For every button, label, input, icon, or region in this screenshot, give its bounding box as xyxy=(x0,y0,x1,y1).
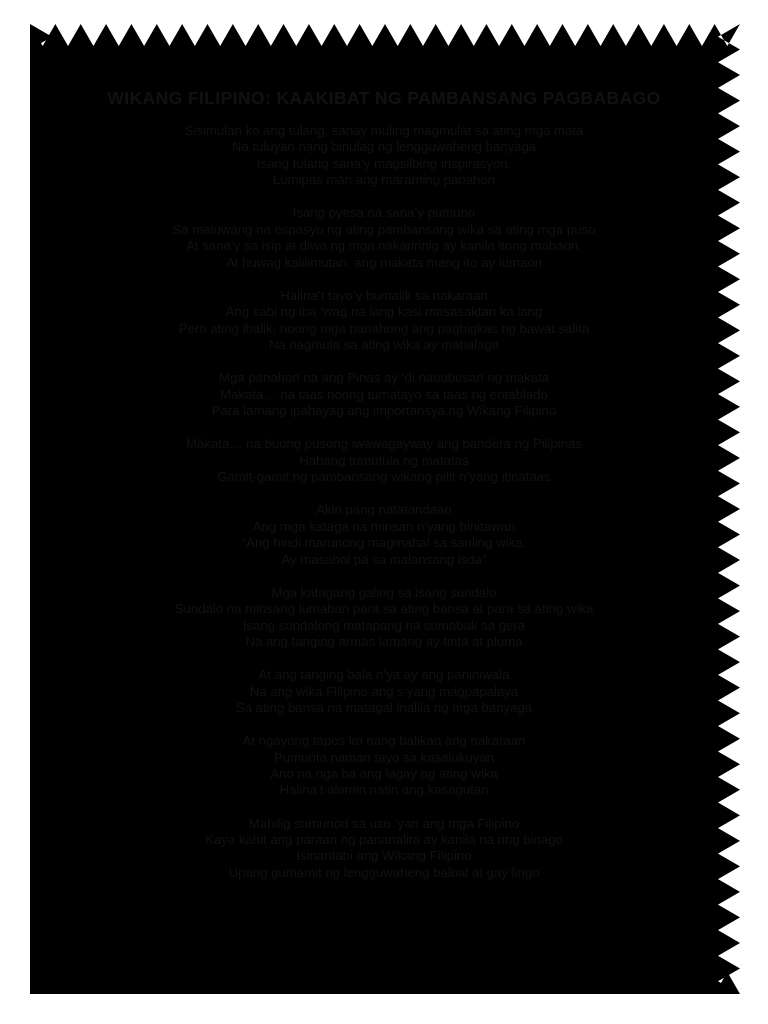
stanza xyxy=(70,288,698,354)
poem-line: Na tuluyan nang binulag ng lengguwaheng banyaga xyxy=(231,139,537,155)
poem-line: Isinantabi ang Wikang Filipino xyxy=(296,848,472,864)
poem-line: Mga panahon na ang Pinas ay ‘di nauubusan ng makata xyxy=(219,370,549,386)
poem-line: Akin pang natatandaan xyxy=(316,502,452,518)
poem-title: WIKANG FILIPINO: KAAKIBAT NG PAMBANSANG PAGBABAGO xyxy=(107,88,661,108)
stanza xyxy=(70,667,698,716)
stanza xyxy=(70,502,698,568)
poem-line: Para lamang ipahayag ang importansya ng Wikang Filipino xyxy=(211,403,557,419)
stanza xyxy=(70,370,698,419)
poem-line: Halina’t tayo’y bumalik sa nakaraan xyxy=(280,287,488,303)
poem-line: At sana’y sa isip at diwa ng mga nakaririnig ay kanila itong mabaon, xyxy=(186,238,582,254)
poem-line: Makata… na taas noong tumatayo sa taas ng entablado xyxy=(220,386,548,402)
poem-line: “Ang hindi marunong magmahal sa sariling wika. xyxy=(241,535,527,551)
poem-line: Isang sundalong matapang na sumabak sa gera xyxy=(242,617,526,633)
poem-line: Lumipas man ang maraming panahon xyxy=(272,172,496,188)
poem-line: At ngayong tapos ko nang balikan ang nakaraan xyxy=(242,733,526,749)
poem-line: At ang tanging bala n’ya ay ang paniniwala xyxy=(258,667,510,683)
poem-line: Makata… na buong pusong iwawagayway ang bandera ng Pilipinas xyxy=(186,436,582,452)
poem-line: Ay masahol pa sa malansang isda” xyxy=(281,551,487,567)
poem-line: Pero ating ibalik, noong mga panahong ang pagbigkas ng bawat salita xyxy=(178,320,590,336)
stanza xyxy=(70,733,698,799)
poem-line: Kaya kahit ang paraan ng pananalita ay kanila na ring binago xyxy=(205,831,563,847)
poem-line: Upang gumamit ng lengguwaheng balbal at gay lingo xyxy=(228,864,540,880)
poem-line: Isang tulang sana’y magsilbing inspirasyon, xyxy=(256,155,512,171)
poem-content xyxy=(70,88,698,898)
stanza xyxy=(70,816,698,882)
poem-line: Ang sabi ng iba ‘wag na lang kasi masasaktan ka lang xyxy=(225,304,543,320)
poem-line: Gamit-gamit ng pambansang wikang pilit n’yang itinataas xyxy=(217,469,551,485)
poem-body xyxy=(70,123,698,881)
poem-line: Pumunta naman tayo sa kasalukuyan xyxy=(274,749,494,765)
stanza xyxy=(70,585,698,651)
poem-line: Sundalo na minsang lumaban para sa ating bansa at para sa ating wika xyxy=(174,601,594,617)
poem-line: Sa maluwang na espasyo ng ating pambansang wika sa ating mga puso xyxy=(172,221,596,237)
poem-line: Ano na nga ba ang lagay ng ating wika xyxy=(270,765,498,781)
poem-line: Sisimulan ko ang tulang, sanay muling magmulat sa ating mga mata xyxy=(184,123,584,138)
poem-line: Sa ating bansa na matagal inalila ng mga banyaga xyxy=(235,699,533,715)
stanza xyxy=(70,205,698,271)
stanza xyxy=(70,123,698,189)
poem-line: Na nagmula sa ating wika ay mahalaga xyxy=(268,337,500,353)
poem-line: Mga katagang galing sa isang sundalo xyxy=(271,584,497,600)
poem-line: Na ang tanging armas lamang ay tinta at pluma xyxy=(245,633,523,649)
poem-line: Isang pyesa na sana’y pumuno xyxy=(292,205,476,221)
poem-line: At huwag kalilimutan, ang makata mang ito ay lumaon xyxy=(226,254,542,270)
poem-line: Ang mga kataga na minsan n’yang binitawan xyxy=(252,518,516,534)
poem-line: Mahilig sumunod sa uso ‘yan ang mga Filipino xyxy=(248,815,520,831)
poem-line: Halina’t alamin natin ang kasagutan xyxy=(279,782,489,798)
stanza xyxy=(70,436,698,485)
poem-line: Habang tumutula ng matatas xyxy=(299,452,469,468)
poem-line: Na ang wika Filipino ang s’yang magpapalaya xyxy=(249,683,519,699)
